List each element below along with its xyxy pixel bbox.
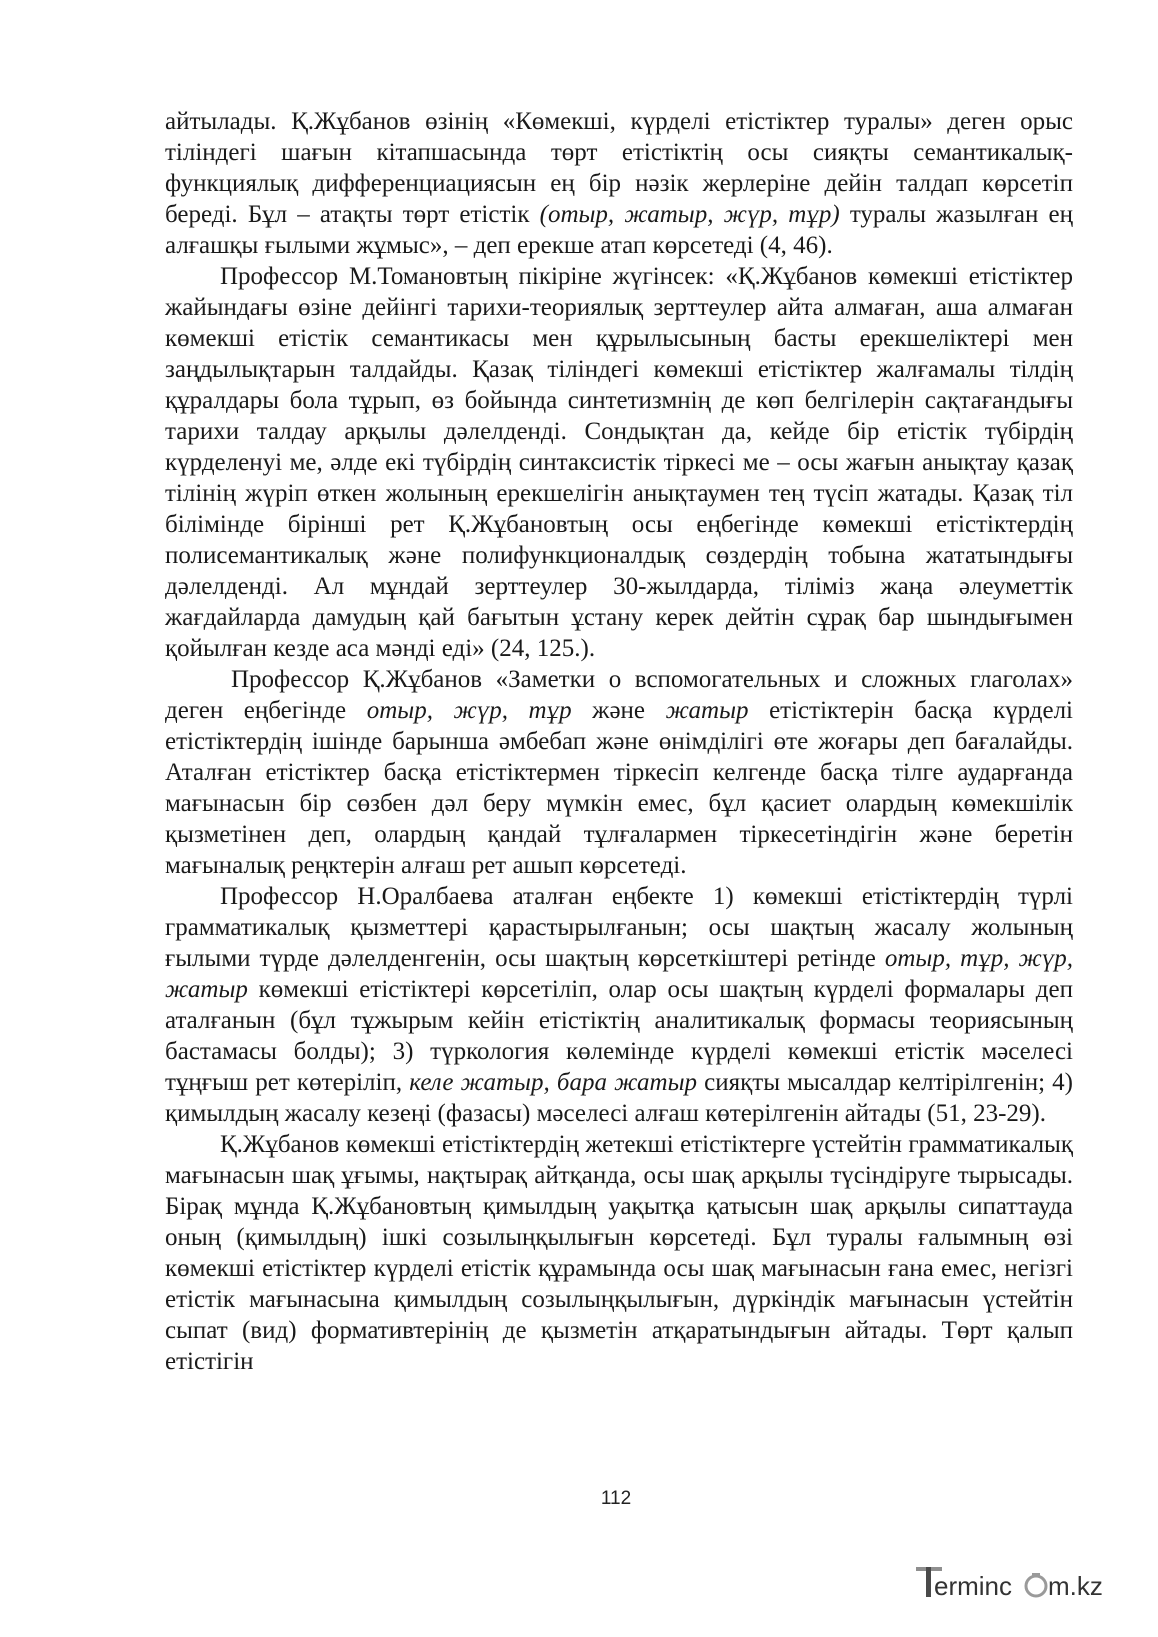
paragraph-5 xyxy=(165,1129,1073,1377)
text-run: етістіктерін басқа күрделі етістіктердің ішінде барынша әмбебап және өнімділігі өте жоғары деп бағалайды. Аталған етістіктер басқа етістіктермен тіркесіп келгенде басқа тілге аударғанда мағынасын бір сөзбен дәл беру мүмкін емес, бұл қасиет олардың көмекшілік қызметінен деп, олардың қандай тұлғалармен тіркесетіндігін және беретін мағыналық реңктерін алғаш рет ашып көрсетеді. xyxy=(165,697,1073,879)
paragraph-4 xyxy=(165,881,1073,1129)
watermark-logo-graphic xyxy=(914,1559,1124,1607)
watermark-t-stem xyxy=(926,1567,931,1597)
site-watermark-logo xyxy=(914,1559,1124,1607)
paragraph-2 xyxy=(165,261,1073,664)
paragraph-1 xyxy=(165,106,1073,261)
text-run: сияқты мысалдар келтірілгенін; 4) қимылдың жасалу кезеңі (фазасы) мәселесі алғаш көтерілгенін айтады (51, 23-29). xyxy=(165,1069,1073,1127)
italic-term: отыр, жүр, тұр xyxy=(366,697,572,724)
page-number: 112 xyxy=(600,1488,632,1509)
watermark-text-a: erminc xyxy=(934,1571,1013,1601)
text-run: Профессор Н.Оралбаева аталған еңбекте 1) көмекші етістіктердің түрлі грамматикалық қызметтері қарастырылғанын; осы шақтың жасалу жолының ғылыми түрде дәлелденгенін, осы шақтың көрсеткіштері ретінде xyxy=(165,883,1073,972)
italic-term: жатыр xyxy=(665,697,749,724)
text-run: туралы жазылған ең алғашқы ғылыми жұмыс», – деп ерекше атап көрсетеді (4, 46). xyxy=(165,201,1074,259)
text-run: Профессор Қ.Жұбанов «Заметки о вспомогательных и сложных глаголах» деген еңбегінде xyxy=(165,666,1073,724)
document-body xyxy=(165,106,1073,1377)
text-run: Профессор М.Томановтың пікіріне жүгінсек: «Қ.Жұбанов көмекші етістіктер жайындағы өзіне дейінгі тарихи-теориялық зерттеулер айта алмаған, аша алмаған көмекші етістік семантикасы мен құрылысының басты ерекшеліктері мен заңдылықтарын талдайды. Қазақ тіліндегі көмекші етістіктер жалғамалы тілдің құралдары бола тұрып, өз бойында синтетизмнің де көп белгілерін сақтағандығы тарихи талдау арқылы дәлелденді. Сондықтан да, кейде бір етістік түбірдің күрделенуі ме, әлде екі түбірдің синтаксистік тіркесі ме – осы жағын анықтау қазақ тілінің жүріп өткен жолының ерекшелігін анықтаумен тең түсіп жатады. Қазақ тіл білімінде бірінші рет Қ.Жұбановтың осы еңбегінде көмекші етістіктердің полисемантикалық және полифункционалдық сөздердің тобына жататындығы дәлелденді. Ал мұндай зерттеулер 30-жылдарда, тіліміз жаңа әлеуметтік жағдайларда дамудың қай бағытын ұстану керек дейтін сұрақ бар шындығымен қойылған кезде аса мәнді еді» (24, 125.). xyxy=(165,263,1073,662)
watermark-text-b: m.kz xyxy=(1048,1571,1103,1601)
text-run: көмекші етістіктері көрсетіліп, олар осы шақтың күрделі формалары деп аталғанын (бұл тұжырым кейін етістіктің аналитикалық формасы теориясының бастамасы болды); 3) түркология көлемінде күрделі көмекші етістік мәселесі тұңғыш рет көтеріліп, xyxy=(165,976,1073,1096)
watermark-o-mark xyxy=(1026,1573,1046,1596)
text-run: және xyxy=(571,697,666,724)
italic-term: (отыр, жатыр, жүр, тұр) xyxy=(539,201,840,228)
paragraph-3 xyxy=(165,664,1073,881)
italic-term: отыр, тұр, жүр, жатыр xyxy=(165,945,1073,1003)
text-run: айтылады. Қ.Жұбанов өзінің «Көмекші, күрделі етістіктер туралы» деген орыс тіліндегі шағын кітапшасында төрт етістіктің осы сияқты семантикалық-функциялық дифференциациясын ең бір нәзік жерлеріне дейін талдап көрсетіп береді. Бұл – атақты төрт етістік xyxy=(165,108,1073,228)
italic-term: келе жатыр, бара жатыр xyxy=(409,1069,698,1096)
text-run: Қ.Жұбанов көмекші етістіктердің жетекші етістіктерге үстейтін грамматикалық мағынасын шақ ұғымы, нақтырақ айтқанда, осы шақ арқылы түсіндіруге тырысады. Бірақ мұнда Қ.Жұбановтың қимылдың уақытқа қатысын шақ арқылы сипаттауда оның (қимылдың) ішкі созылыңқылығын көрсетеді. Бұл туралы ғалымның өзі көмекші етістіктер күрделі етістік құрамында осы шақ мағынасын ғана емес, негізгі етістік мағынасына қимылдың созылыңқылығын, дүркіндік мағынасын үстейтін сыпат (вид) формативтерінің де қызметін атқаратындығын айтады. Төрт қалып етістігін xyxy=(165,1131,1073,1375)
